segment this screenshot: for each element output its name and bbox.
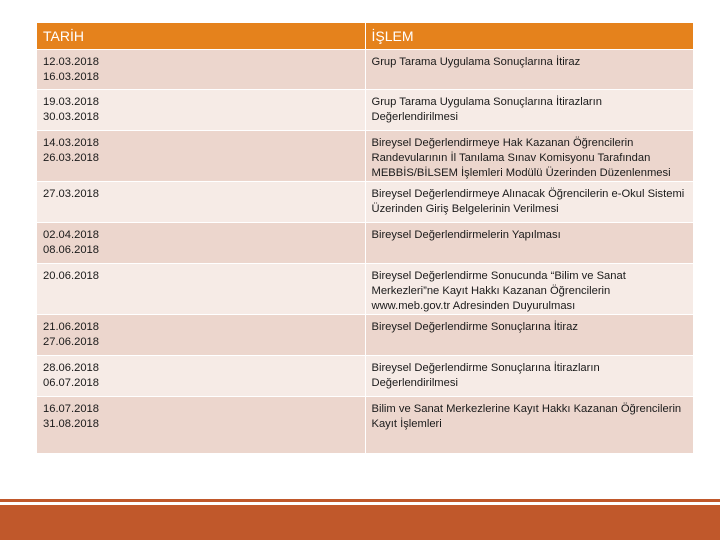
action-cell: Bireysel Değerlendirmeye Alınacak Öğrencilerin e-Okul Sistemi Üzerinden Giriş Belgelerinin Verilmesi — [365, 182, 694, 223]
footer-divider — [0, 499, 720, 502]
table-row — [37, 356, 694, 397]
header-action: İŞLEM — [365, 23, 694, 50]
end-date: 31.08.2018 — [43, 418, 99, 430]
date-cell — [37, 356, 366, 397]
table-body — [37, 50, 694, 454]
end-date: 06.07.2018 — [43, 377, 99, 389]
start-date: 12.03.2018 — [43, 56, 99, 68]
start-date: 27.03.2018 — [43, 188, 99, 200]
header-date: TARİH — [37, 23, 366, 50]
action-cell: Bireysel Değerlendirme Sonuçlarına İtiraz — [365, 315, 694, 356]
table-row — [37, 315, 694, 356]
end-date: 26.03.2018 — [43, 152, 99, 164]
start-date: 20.06.2018 — [43, 270, 99, 282]
date-cell — [37, 50, 366, 90]
table-row — [37, 264, 694, 315]
date-cell — [37, 315, 366, 356]
end-date: 16.03.2018 — [43, 71, 99, 83]
table-header-row — [37, 23, 694, 50]
start-date: 02.04.2018 — [43, 229, 99, 241]
start-date: 21.06.2018 — [43, 321, 99, 333]
start-date: 14.03.2018 — [43, 137, 99, 149]
action-cell: Grup Tarama Uygulama Sonuçlarına İtirazların Değerlendirilmesi — [365, 90, 694, 131]
date-cell — [37, 397, 366, 454]
date-cell — [37, 182, 366, 223]
action-cell: Bilim ve Sanat Merkezlerine Kayıt Hakkı Kazanan Öğrencilerin Kayıt İşlemleri — [365, 397, 694, 454]
action-cell: Bireysel Değerlendirme Sonuçlarına İtirazların Değerlendirilmesi — [365, 356, 694, 397]
end-date: 30.03.2018 — [43, 111, 99, 123]
table-row — [37, 182, 694, 223]
date-cell — [37, 90, 366, 131]
table-row — [37, 50, 694, 90]
start-date: 28.06.2018 — [43, 362, 99, 374]
action-cell: Bireysel Değerlendirmeye Hak Kazanan Öğrencilerin Randevularının İl Tanılama Sınav Komisyonu Tarafından MEBBİS/BİLSEM İşlemleri Modülü Üzerinden Düzenlenmesi — [365, 131, 694, 182]
footer-band — [0, 505, 720, 540]
table-row — [37, 131, 694, 182]
table-row — [37, 397, 694, 454]
schedule-table — [36, 22, 694, 454]
end-date: 27.06.2018 — [43, 336, 99, 348]
table-row — [37, 223, 694, 264]
action-cell: Grup Tarama Uygulama Sonuçlarına İtiraz — [365, 50, 694, 90]
date-cell — [37, 223, 366, 264]
action-cell: Bireysel Değerlendirme Sonucunda “Bilim ve Sanat Merkezleri”ne Kayıt Hakkı Kazanan Öğrencilerin www.meb.gov.tr Adresinden Duyurulması — [365, 264, 694, 315]
table-row — [37, 90, 694, 131]
date-cell — [37, 131, 366, 182]
end-date: 08.06.2018 — [43, 244, 99, 256]
start-date: 19.03.2018 — [43, 96, 99, 108]
action-cell: Bireysel Değerlendirmelerin Yapılması — [365, 223, 694, 264]
start-date: 16.07.2018 — [43, 403, 99, 415]
date-cell — [37, 264, 366, 315]
